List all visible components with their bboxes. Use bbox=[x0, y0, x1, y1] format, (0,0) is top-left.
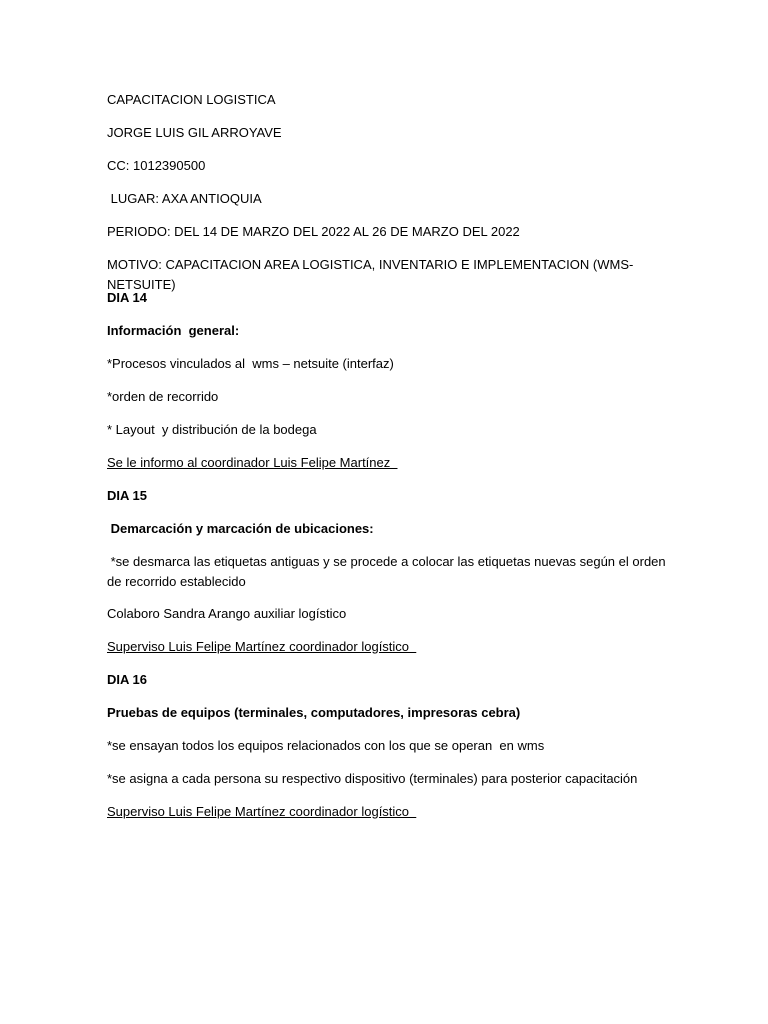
location: LUGAR: AXA ANTIOQUIA bbox=[107, 191, 262, 206]
day-16-heading: DIA 16 bbox=[107, 672, 147, 687]
day-15-item: *se desmarca las etiquetas antiguas y se procede a colocar las etiquetas nuevas según el orden de recorrido establecido bbox=[107, 554, 670, 589]
day-14-item: *Procesos vinculados al wms – netsuite (interfaz) bbox=[107, 356, 394, 371]
day-14-subheading: Información general: bbox=[107, 323, 240, 338]
reason: MOTIVO: CAPACITACION AREA LOGISTICA, INVENTARIO E IMPLEMENTACION (WMS- NETSUITE) bbox=[107, 257, 637, 292]
document-title: CAPACITACION LOGISTICA bbox=[107, 92, 276, 107]
day-15-heading: DIA 15 bbox=[107, 488, 147, 503]
day-16-subheading: Pruebas de equipos (terminales, computadores, impresoras cebra) bbox=[107, 705, 521, 720]
day-14-note: Se le informo al coordinador Luis Felipe Martínez bbox=[107, 455, 398, 470]
period: PERIODO: DEL 14 DE MARZO DEL 2022 AL 26 DE MARZO DEL 2022 bbox=[107, 224, 520, 239]
day-14-item: *orden de recorrido bbox=[107, 389, 219, 404]
day-16-item: *se asigna a cada persona su respectivo dispositivo (terminales) para posterior capacitación bbox=[107, 771, 638, 786]
trainee-id: CC: 1012390500 bbox=[107, 158, 206, 173]
day-15-supervisor: Superviso Luis Felipe Martínez coordinador logístico bbox=[107, 639, 417, 654]
trainee-name: JORGE LUIS GIL ARROYAVE bbox=[107, 125, 282, 140]
day-14-item: * Layout y distribución de la bodega bbox=[107, 422, 317, 437]
day-15-collaborator: Colaboro Sandra Arango auxiliar logístico bbox=[107, 606, 347, 621]
day-16-item: *se ensayan todos los equipos relacionados con los que se operan en wms bbox=[107, 738, 545, 753]
day-14-heading: DIA 14 bbox=[107, 290, 147, 305]
day-15-subheading: Demarcación y marcación de ubicaciones: bbox=[107, 521, 374, 536]
day-16-supervisor: Superviso Luis Felipe Martínez coordinador logístico bbox=[107, 804, 417, 819]
